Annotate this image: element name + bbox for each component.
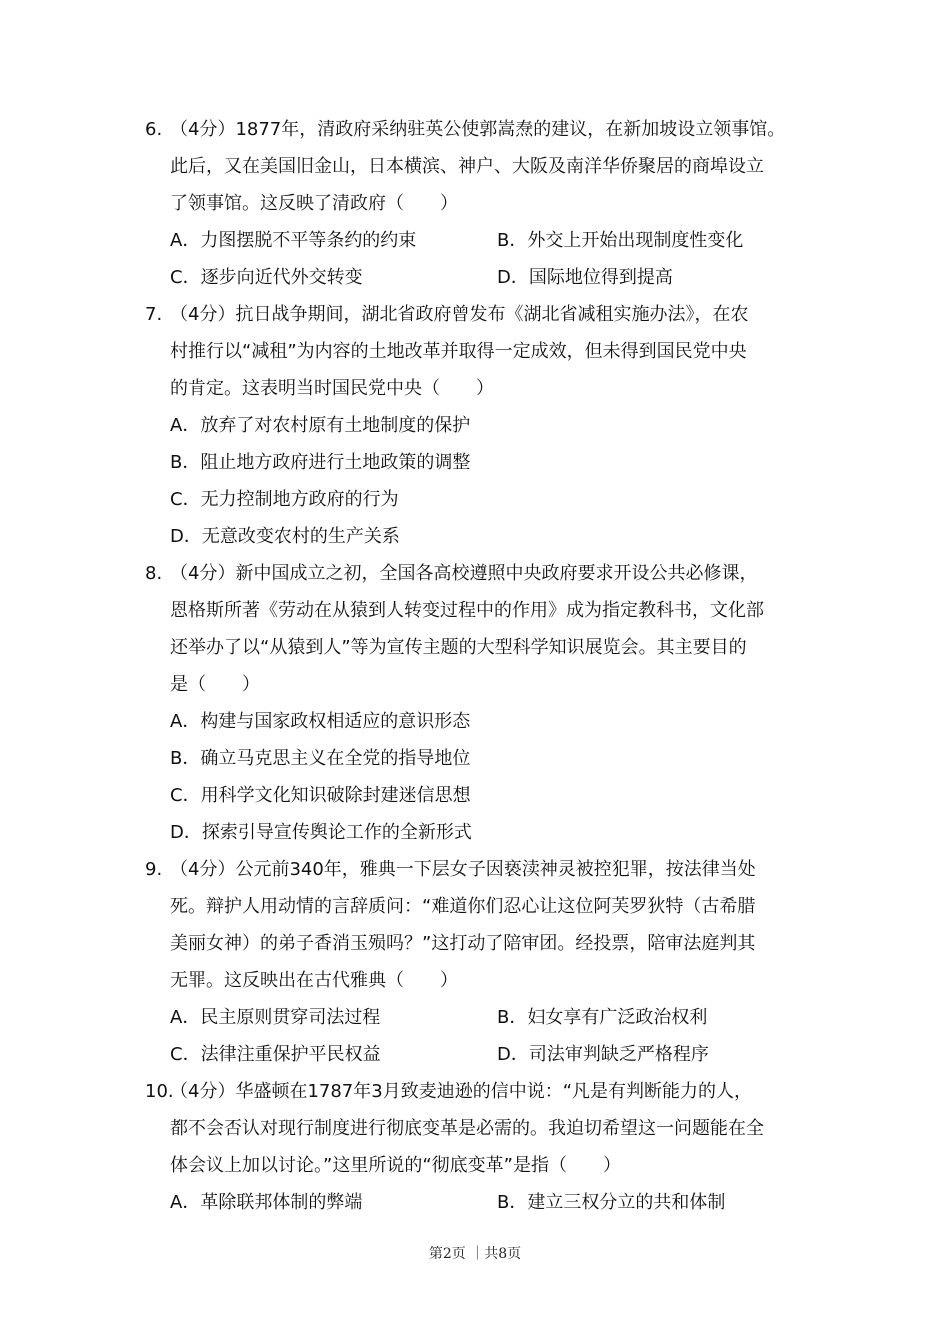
question-text-line: 死。辩护人用动情的言辞质问：“难道你们忍心让这位阿芙罗狄特（古希腊 xyxy=(170,896,756,917)
question-text-line: 是（ ） xyxy=(170,674,260,695)
question-text-line: 无罪。这反映出在古代雅典（ ） xyxy=(170,970,458,991)
answer-option-a: A．放弃了对农村原有土地制度的保护 xyxy=(170,415,471,436)
question-text-line: 体会议上加以讨论。”这里所说的“彻底变革”是指（ ） xyxy=(170,1155,621,1176)
answer-option-c: C．法律注重保护平民权益 xyxy=(170,1044,381,1065)
question-number: 6. xyxy=(145,119,163,140)
question-text-line: 恩格斯所著《劳动在从猿到人转变过程中的作用》成为指定教科书，文化部 xyxy=(170,600,764,621)
question-text-line: 的肯定。这表明当时国民党中央（ ） xyxy=(170,378,494,399)
answer-option-c: C．逐步向近代外交转变 xyxy=(170,267,363,288)
question-text-line: 此后，又在美国旧金山，日本横滨、神户、大阪及南洋华侨聚居的商埠设立 xyxy=(170,156,764,177)
answer-option-a: A．民主原则贯穿司法过程 xyxy=(170,1007,381,1028)
question-text-line: 还举办了以“从猿到人”等为宣传主题的大型科学知识展览会。其主要目的 xyxy=(170,637,747,658)
question-text-line: （4分）1877年，清政府采纳驻英公使郭嵩焘的建议，在新加坡设立领事馆。 xyxy=(170,119,786,140)
question-number: 10. xyxy=(145,1081,174,1102)
answer-option-a: A．构建与国家政权相适应的意识形态 xyxy=(170,711,471,732)
question-7 xyxy=(145,296,845,555)
question-text-line: 都不会否认对现行制度进行彻底变革是必需的。我迫切希望这一问题能在全 xyxy=(170,1118,764,1139)
answer-options xyxy=(145,222,845,296)
answer-option-a: A．革除联邦体制的弊端 xyxy=(170,1192,363,1213)
question-9 xyxy=(145,851,845,1073)
question-text-line: 了领事馆。这反映了清政府（ ） xyxy=(170,193,458,214)
question-number: 9. xyxy=(145,859,163,880)
question-text-line: 美丽女神）的弟子香消玉殒吗？”这打动了陪审团。经投票，陪审法庭判其 xyxy=(170,933,756,954)
answer-option-c: C．无力控制地方政府的行为 xyxy=(170,489,399,510)
answer-option-d: D．国际地位得到提高 xyxy=(497,267,673,288)
question-first-line xyxy=(145,1073,845,1110)
answer-option-d: D．无意改变农村的生产关系 xyxy=(170,526,400,547)
question-first-line xyxy=(145,555,845,592)
question-6 xyxy=(145,111,845,296)
question-first-line xyxy=(145,111,845,148)
answer-options xyxy=(145,999,845,1073)
question-number: 8. xyxy=(145,563,163,584)
question-10 xyxy=(145,1073,845,1221)
question-text-line: （4分）抗日战争期间，湖北省政府曾发布《湖北省减租实施办法》，在农 xyxy=(170,304,749,325)
answer-options xyxy=(145,703,845,851)
answer-options xyxy=(145,407,845,555)
page-footer: 第2页 ｜共8页 xyxy=(428,1246,522,1262)
question-first-line xyxy=(145,296,845,333)
answer-option-b: B．外交上开始出现制度性变化 xyxy=(497,230,744,251)
answer-option-c: C．用科学文化知识破除封建迷信思想 xyxy=(170,785,471,806)
answer-option-b: B．确立马克思主义在全党的指导地位 xyxy=(170,748,471,769)
question-number: 7. xyxy=(145,304,163,325)
question-8 xyxy=(145,555,845,851)
answer-option-d: D．司法审判缺乏严格程序 xyxy=(497,1044,709,1065)
question-text-line: （4分）公元前340年，雅典一下层女子因亵渎神灵被控犯罪，按法律当处 xyxy=(170,859,756,880)
answer-option-b: B．妇女享有广泛政治权利 xyxy=(497,1007,708,1028)
question-text-line: 村推行以“减租”为内容的土地改革并取得一定成效，但未得到国民党中央 xyxy=(170,341,747,362)
question-text-line: （4分）新中国成立之初，全国各高校遵照中央政府要求开设公共必修课， xyxy=(170,563,758,584)
answer-option-d: D．探索引导宣传舆论工作的全新形式 xyxy=(170,822,472,843)
answer-option-a: A．力图摆脱不平等条约的约束 xyxy=(170,230,417,251)
answer-option-b: B．阻止地方政府进行土地政策的调整 xyxy=(170,452,471,473)
answer-options xyxy=(145,1184,845,1221)
question-text-line: （4分）华盛顿在1787年3月致麦迪逊的信中说：“凡是有判断能力的人， xyxy=(170,1081,753,1102)
answer-option-b: B．建立三权分立的共和体制 xyxy=(497,1192,726,1213)
question-first-line xyxy=(145,851,845,888)
exam-page-content xyxy=(145,111,845,1221)
